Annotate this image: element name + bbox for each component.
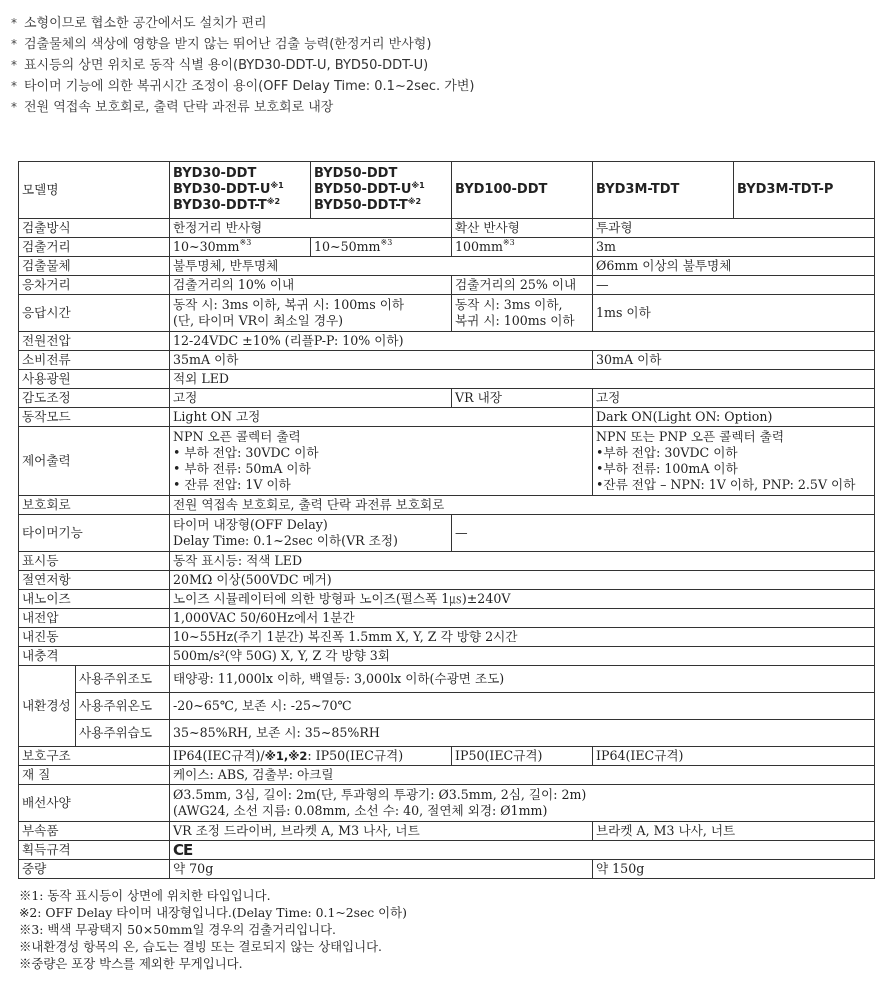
bullet-mark: * <box>11 79 17 93</box>
row-method: 검출방식 한정거리 반사형 확산 반사형 투과형 <box>19 219 875 238</box>
spec-table <box>18 161 875 879</box>
row-output: 제어출력 NPN 오픈 콜렉터 출력 • 부하 전압: 30VDC 이하 • 부하 전류: 50mA 이하 • 잔류 전압: 1V 이하 NPN 또는 PNP 오픈 콜렉터 출력 •부하 전압: 30VDC 이하 •부하 전류: 100mA 이하 •잔류 전압 – NPN: 1V 이하, PNP: 2.5V 이하 <box>19 427 875 496</box>
feature-item: * 검출물체의 색상에 영향을 받지 않는 뛰어난 검출 능력(한정거리 반사형) <box>11 34 871 55</box>
row-ip: 보호구조 IP64(IEC규격)/※1,※2: IP50(IEC규격) IP50(IEC규격) IP64(IEC규격) <box>19 747 875 766</box>
bullet-mark: * <box>11 37 17 51</box>
row-weight: 중량 약 70g 약 150g <box>19 860 875 879</box>
row-env-temp: 사용주위온도 -20~65℃, 보존 시: -25~70℃ <box>19 693 875 720</box>
footnote: ※내환경성 항목의 온, 습도는 결빙 또는 결로되지 않는 상태입니다. <box>19 939 382 954</box>
row-env-humid: 사용주위습도 35~85%RH, 보존 시: 35~85%RH <box>19 720 875 747</box>
row-hysteresis: 응차거리 검출거리의 10% 이내 검출거리의 25% 이내 — <box>19 276 875 295</box>
row-cable: 배선사양 Ø3.5mm, 3심, 길이: 2m(단, 투과형의 투광기: Ø3.5mm, 2심, 길이: 2m) (AWG24, 소선 지름: 0.08mm, 소선 수: 40, 절연체 외경: Ø1mm) <box>19 785 875 822</box>
footnote: ※2: OFF Delay 타이머 내장형입니다.(Delay Time: 0.1~2sec 이하) <box>19 905 407 920</box>
ce-mark-icon: CE <box>173 840 193 859</box>
model-label: 모델명 <box>19 162 170 219</box>
row-dielectric: 내전압 1,000VAC 50/60Hz에서 1분간 <box>19 609 875 628</box>
footnote: ※3: 백색 무광택지 50×50mm일 경우의 검출거리입니다. <box>19 922 336 937</box>
model-cell-byd3m-p: BYD3M-TDT-P <box>734 162 875 219</box>
bullet-mark: * <box>11 58 17 72</box>
model-cell-byd30: BYD30-DDT $BYD30-DDT-U^{※1}$ $BYD30-DDT-T^{※2}$ <box>170 162 311 219</box>
row-response: 응답시간 동작 시: 3ms 이하, 복귀 시: 100ms 이하 (단, 타이머 VR이 최소일 경우) 동작 시: 3ms 이하, 복귀 시: 100ms 이하 1ms 이하 <box>19 295 875 332</box>
row-current: 소비전류 35mA 이하 30mA 이하 <box>19 351 875 370</box>
model-cell-byd3m: BYD3M-TDT <box>593 162 734 219</box>
row-material: 재 질 케이스: ABS, 검출부: 아크릴 <box>19 766 875 785</box>
feature-item: * 표시등의 상면 위치로 동작 식별 용이(BYD30-DDT-U, BYD50-DDT-U) <box>11 55 871 76</box>
row-indicator: 표시등 동작 표시등: 적색 LED <box>19 552 875 571</box>
row-protection: 보호회로 전원 역접속 보호회로, 출력 단락 과전류 보호회로 <box>19 496 875 515</box>
row-env-illum: 내환경성 사용주위조도 태양광: 11,000lx 이하, 백열등: 3,000lx 이하(수광면 조도) <box>19 666 875 693</box>
feature-item: * 전원 역접속 보호회로, 출력 단락 과전류 보호회로 내장 <box>11 97 871 118</box>
row-approval: 획득규격 CE <box>19 841 875 860</box>
row-vibration: 내진동 10~55Hz(주기 1분간) 복진폭 1.5mm X, Y, Z 각 방향 2시간 <box>19 628 875 647</box>
feature-item: * 타이머 기능에 의한 복귀시간 조정이 용이(OFF Delay Time: 0.1~2sec. 가변) <box>11 76 871 97</box>
footnotes <box>19 887 879 972</box>
row-sensitivity: 감도조정 고정 VR 내장 고정 <box>19 389 875 408</box>
bullet-mark: * <box>11 16 17 30</box>
model-cell-byd100: BYD100-DDT <box>452 162 593 219</box>
bullet-mark: * <box>11 100 17 114</box>
footnote: ※1: 동작 표시등이 상면에 위치한 타입입니다. <box>19 888 271 903</box>
feature-list <box>11 13 871 118</box>
row-timer: 타이머기능 타이머 내장형(OFF Delay) Delay Time: 0.1~2sec 이하(VR 조정) — <box>19 515 875 552</box>
row-light: 사용광원 적외 LED <box>19 370 875 389</box>
footnote: ※중량은 포장 박스를 제외한 무게입니다. <box>19 956 243 971</box>
row-power: 전원전압 12-24VDC ±10% (리플P-P: 10% 이하) <box>19 332 875 351</box>
row-mode: 동작모드 Light ON 고정 Dark ON(Light ON: Option) <box>19 408 875 427</box>
model-cell-byd50: BYD50-DDT $BYD50-DDT-U^{※1}$ $BYD50-DDT-T^{※2}$ <box>311 162 452 219</box>
row-accessory: 부속품 VR 조정 드라이버, 브라켓 A, M3 나사, 너트 브라켓 A, M3 나사, 너트 <box>19 822 875 841</box>
row-shock: 내충격 500m/s²(약 50G) X, Y, Z 각 방향 3회 <box>19 647 875 666</box>
feature-item: * 소형이므로 협소한 공간에서도 설치가 편리 <box>11 13 871 34</box>
row-object: 검출물체 불투명체, 반투명체 Ø6mm 이상의 불투명체 <box>19 257 875 276</box>
model-row <box>19 162 875 219</box>
row-noise: 내노이즈 노이즈 시뮬레이터에 의한 방형파 노이즈(펄스폭 1㎲)±240V <box>19 590 875 609</box>
row-distance: 검출거리 $10\sim 30mm^{※3}$ $10\sim 50mm^{※3}$ $100mm^{※3}$ 3m <box>19 238 875 257</box>
row-insulation: 절연저항 20MΩ 이상(500VDC 메거) <box>19 571 875 590</box>
